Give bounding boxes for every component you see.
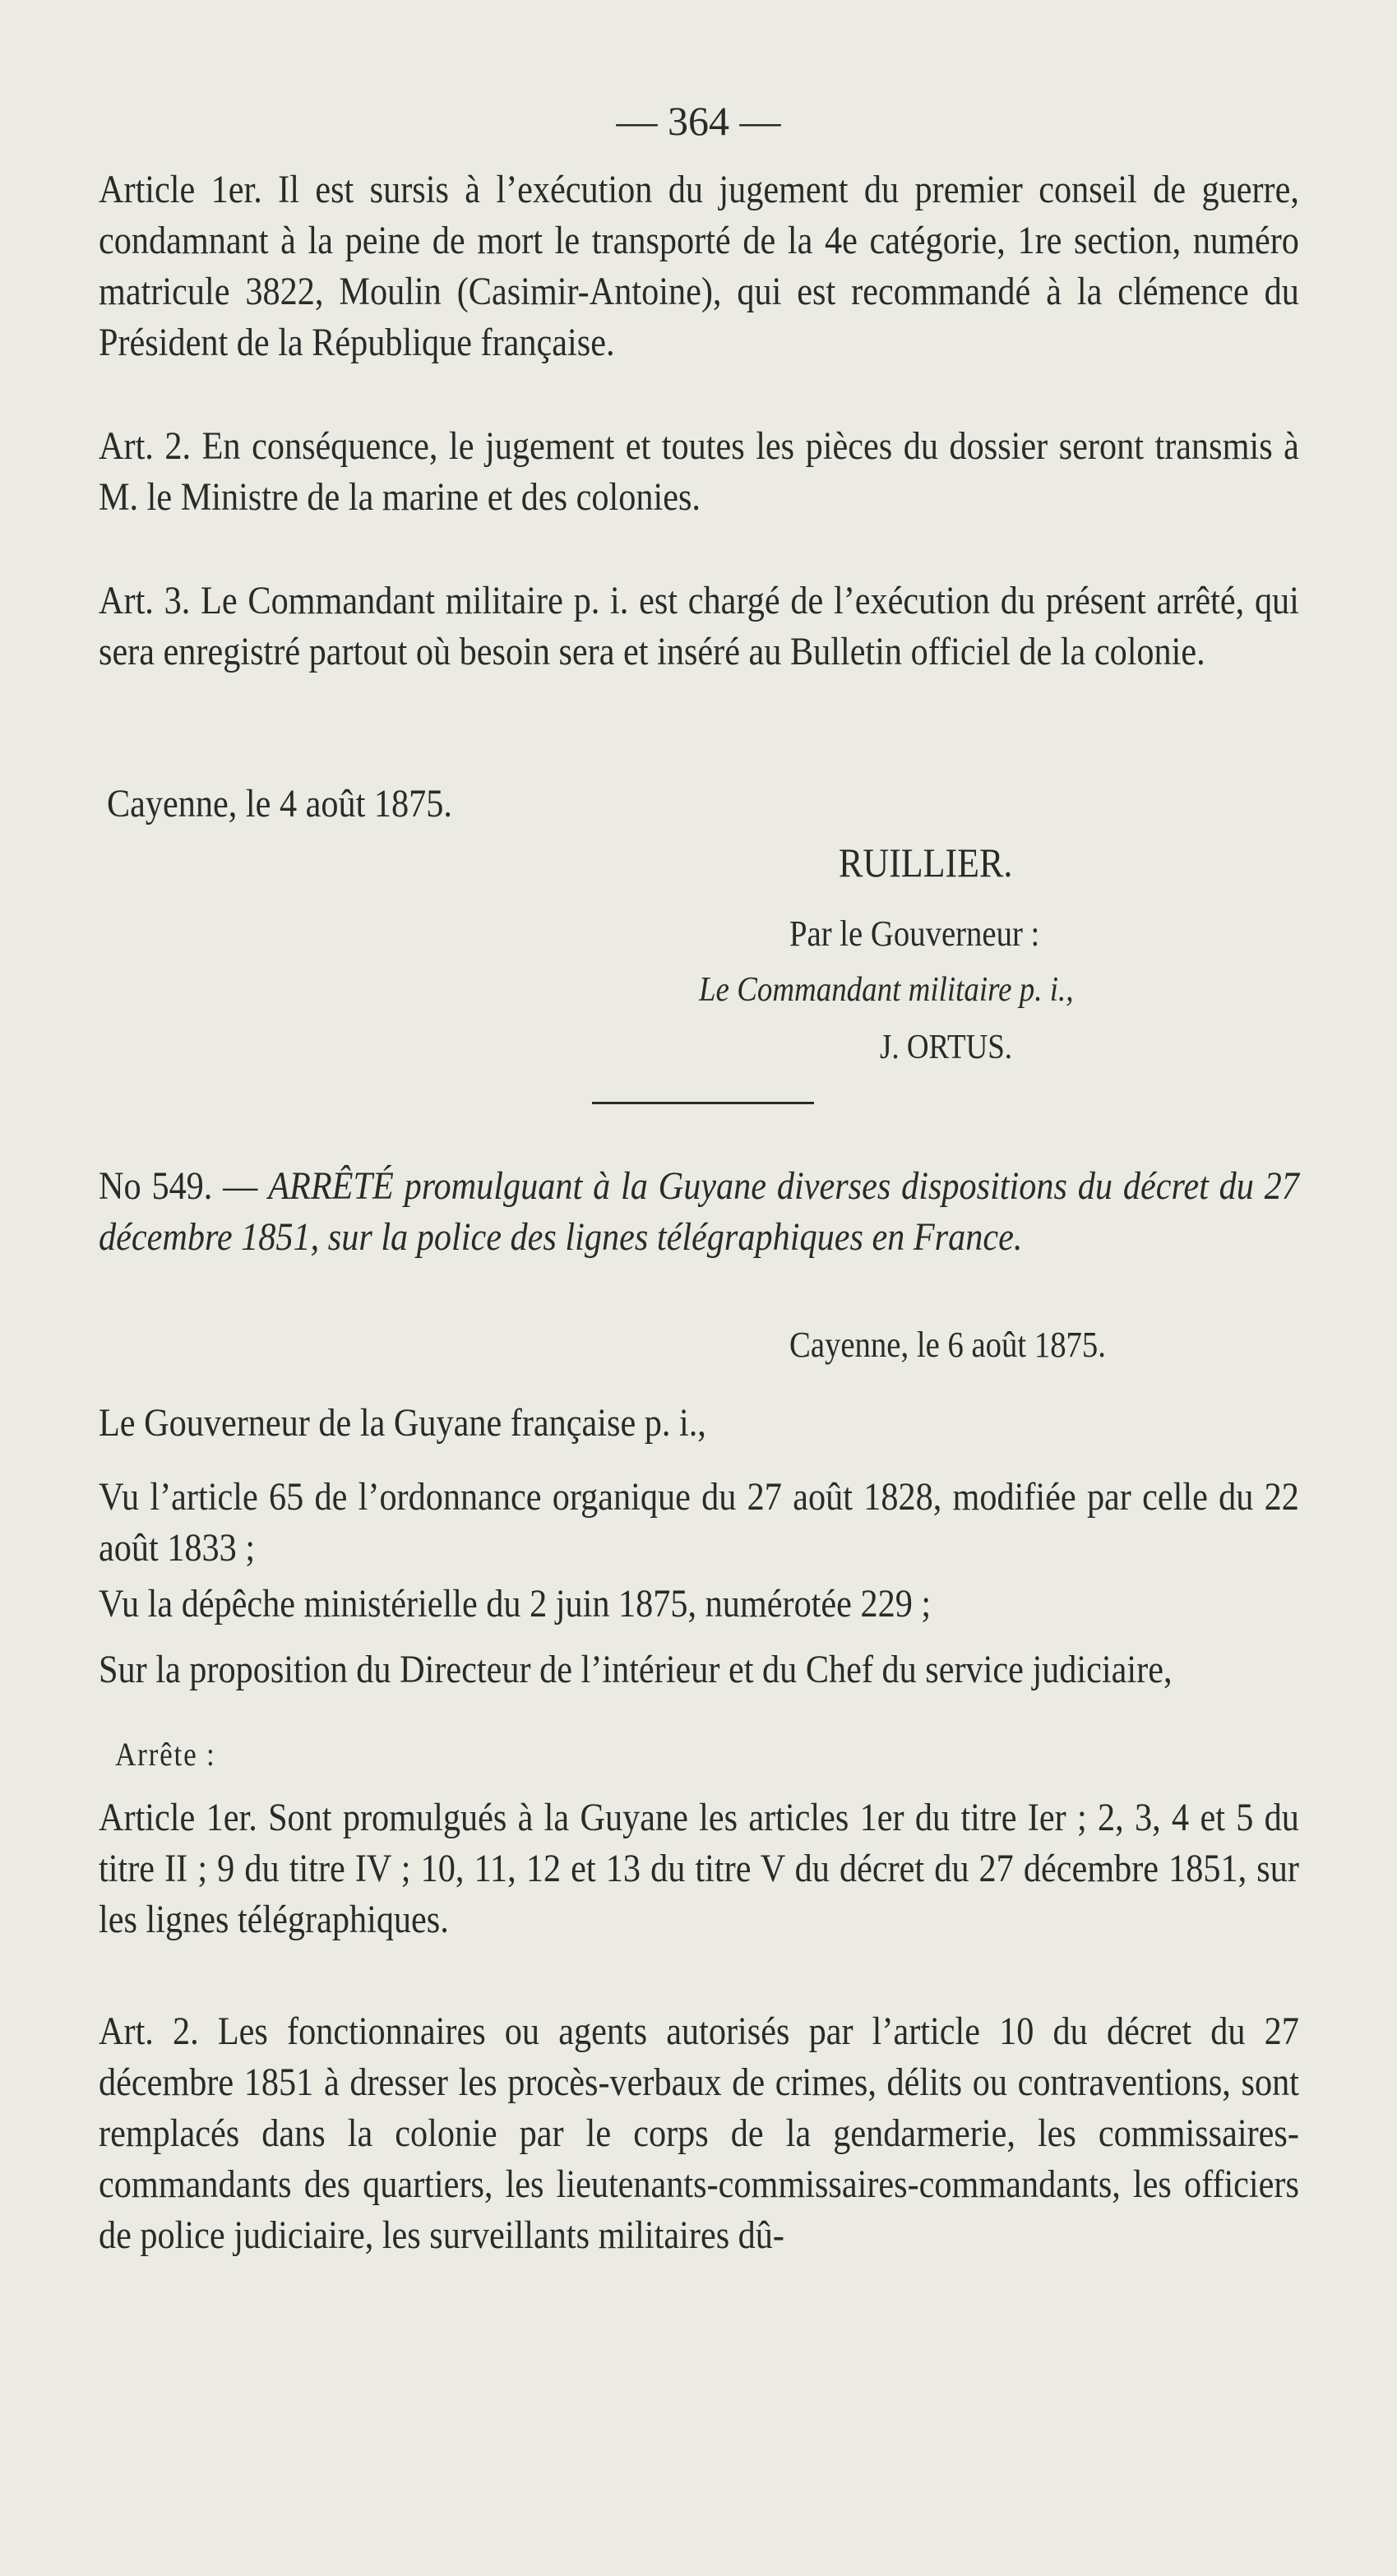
- decree-heading: [99, 1161, 1299, 1263]
- decree-article-2: Art. 2. En conséquence, le jugement et toutes les pièces du dossier seront transmis à M. le Ministre de la marine et des colonies.: [99, 424, 1299, 519]
- signature-person: J. ORTUS.: [880, 1029, 1013, 1066]
- section-divider: [592, 1102, 814, 1104]
- decree-date: Cayenne, le 4 août 1875.: [107, 782, 452, 826]
- second-article-1: Article 1er. Sont promulgués à la Guyane les articles 1er du titre Ier ; 2, 3, 4 et 5 du titre II ; 9 du titre IV ; 10, 11, 12 et 13 du titre V du décret du 27 décembre 1851, sur les lignes télégraphiques.: [99, 1796, 1299, 1941]
- arrete-label: Arrête :: [115, 1736, 216, 1773]
- signature-name: RUILLIER.: [839, 839, 1013, 886]
- second-decree-date: Cayenne, le 6 août 1875.: [789, 1325, 1106, 1365]
- second-article-2: Art. 2. Les fonctionnaires ou agents autorisés par l’article 10 du décret du 27 décembre 1851 à dresser les procès-verbaux de crimes, délits ou contraventions, sont remplacés dans la colonie par le corps de la gendarmerie, les commissaires-commandants des quartiers, les lieutenants-commissaires-commandants, les officiers de police judiciaire, les surveillants militaires dû-: [99, 2009, 1299, 2257]
- page-number: — 364 —: [616, 98, 781, 144]
- signature-par: Par le Gouverneur :: [789, 913, 1040, 954]
- vu-depeche: Vu la dépêche ministérielle du 2 juin 1875, numérotée 229 ;: [99, 1582, 932, 1626]
- decree-article-3: Art. 3. Le Commandant militaire p. i. est chargé de l’exécution du présent arrêté, qui sera enregistré partout où besoin sera et inséré au Bulletin officiel de la colonie.: [99, 579, 1299, 673]
- vu-ordonnance: Vu l’article 65 de l’ordonnance organique du 27 août 1828, modifiée par celle du 22 août 1833 ;: [99, 1475, 1299, 1570]
- signature-title: Le Commandant militaire p. i.,: [699, 971, 1074, 1009]
- governor-intro: Le Gouverneur de la Guyane française p. i.,: [99, 1401, 706, 1445]
- decree-heading-text: ARRÊTÉ promulguant à la Guyane diverses dispositions du décret du 27 décembre 1851, sur la police des lignes télégraphiques en France.: [99, 1164, 1299, 1259]
- decree-number: No 549. —: [99, 1164, 258, 1208]
- decree-article-1: Article 1er. Il est sursis à l’exécution du jugement du premier conseil de guerre, condamnant à la peine de mort le transporté de la 4e catégorie, 1re section, numéro matricule 3822, Moulin (Casimir-Antoine), qui est recommandé à la clémence du Président de la République française.: [99, 168, 1299, 364]
- sur-proposition: Sur la proposition du Directeur de l’intérieur et du Chef du service judiciaire,: [99, 1648, 1173, 1691]
